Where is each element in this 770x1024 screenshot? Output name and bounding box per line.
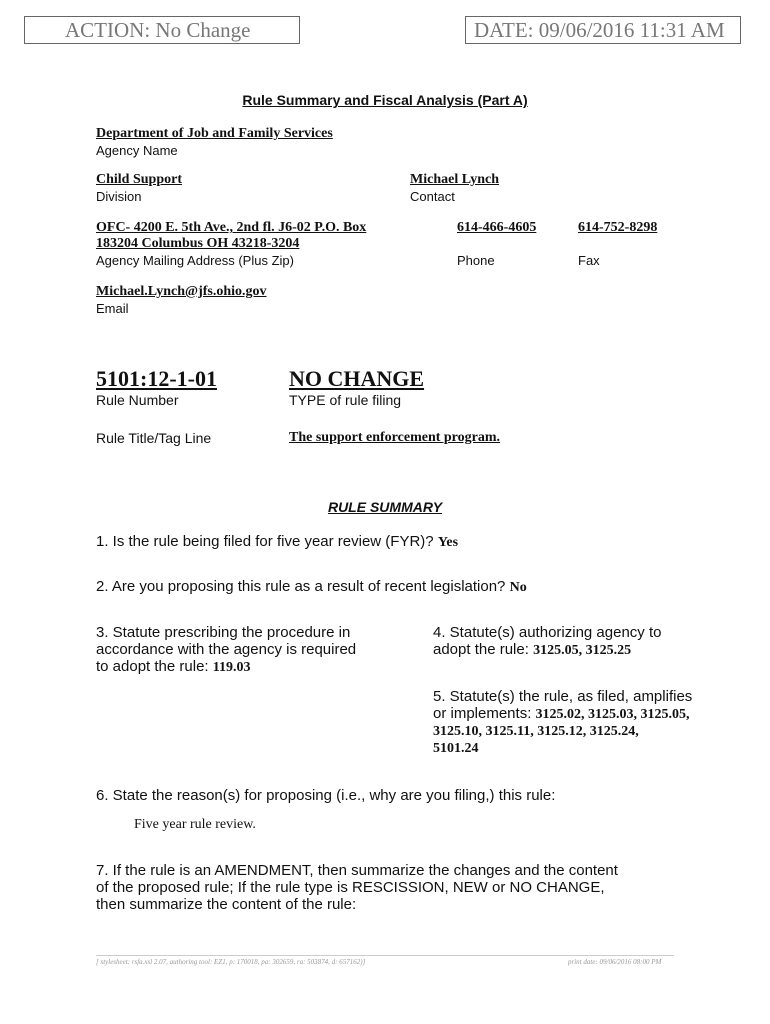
agency-name-value: Department of Job and Family Services [96,126,333,141]
question-4-line: 4. Statute(s) authorizing agency to [433,624,662,641]
question-6-text: 6. State the reason(s) for proposing (i.e., why are you filing,) this rule: [96,787,556,804]
question-7 [96,862,716,913]
question-5 [433,688,753,757]
question-4-line: adopt the rule: 3125.05, 3125.25 [433,641,632,658]
address-label: Agency Mailing Address (Plus Zip) [96,253,294,268]
rule-number-value: 5101:12-1-01 [96,366,217,391]
rule-type-value: NO CHANGE [289,366,425,391]
question-1-answer: Yes [437,535,459,550]
question-6-answer: Five year rule review. [134,817,256,832]
fax-label: Fax [578,253,600,268]
question-3-line: 3. Statute prescribing the procedure in [96,624,351,641]
question-3-line: to adopt the rule: 119.03 [96,658,251,675]
question-3-line: accordance with the agency is required [96,641,357,658]
date-box: DATE: 09/06/2016 11:31 AM [465,16,741,44]
page-title: Rule Summary and Fiscal Analysis (Part A) [242,92,528,108]
rule-type-label: TYPE of rule filing [289,392,402,408]
phone-label: Phone [457,253,495,268]
rule-summary-heading: RULE SUMMARY [327,499,443,515]
question-5-line: 5. Statute(s) the rule, as filed, amplifies [433,688,693,705]
question-1-text: 1. Is the rule being filed for five year review (FYR)? [96,533,434,550]
question-4-answer: 3125.05, 3125.25 [533,643,632,658]
email-value: Michael.Lynch@jfs.ohio.gov [96,284,267,299]
question-2 [96,578,527,596]
question-7-line: then summarize the content of the rule: [96,896,357,913]
address-line2: 183204 Columbus OH 43218-3204 [96,236,300,251]
footer-stylesheet-info: [ stylesheet: rsfa.xsl 2.07, authoring tool: EZ1, p: 170018, pa: 302659, ra: 503874, d: 657162)] [96,958,366,966]
fax-value: 614-752-8298 [578,220,658,235]
question-7-line: 7. If the rule is an AMENDMENT, then summarize the changes and the content [96,862,618,879]
rule-title-value: The support enforcement program. [289,430,501,445]
question-3-answer: 119.03 [212,660,251,675]
action-box: ACTION: No Change [24,16,300,44]
question-5-answer: 3125.10, 3125.11, 3125.12, 3125.24, [433,724,639,739]
question-5-line: or implements: 3125.02, 3125.03, 3125.05, [433,705,690,722]
contact-value: Michael Lynch [410,172,500,187]
question-4 [433,624,743,659]
agency-name-label: Agency Name [96,143,178,158]
question-3 [96,624,416,676]
contact-label: Contact [410,189,455,204]
question-1 [96,533,458,551]
question-7-line: of the proposed rule; If the rule type is RESCISSION, NEW or NO CHANGE, [96,879,605,896]
question-5-answer: 3125.02, 3125.03, 3125.05, [535,707,690,722]
address-line1: OFC- 4200 E. 5th Ave., 2nd fl. J6-02 P.O. Box [96,220,367,235]
division-value: Child Support [96,172,182,187]
rule-number-label: Rule Number [96,392,179,408]
email-label: Email [96,301,129,316]
question-2-text: 2. Are you proposing this rule as a result of recent legislation? [96,578,506,595]
rule-title-label: Rule Title/Tag Line [96,430,212,446]
division-label: Division [96,189,142,204]
phone-value: 614-466-4605 [457,220,537,235]
question-5-answer: 5101.24 [433,741,479,756]
footer-divider [96,955,674,956]
footer-print-date: print date: 09/06/2016 08:00 PM [568,958,662,966]
question-2-answer: No [509,580,527,595]
